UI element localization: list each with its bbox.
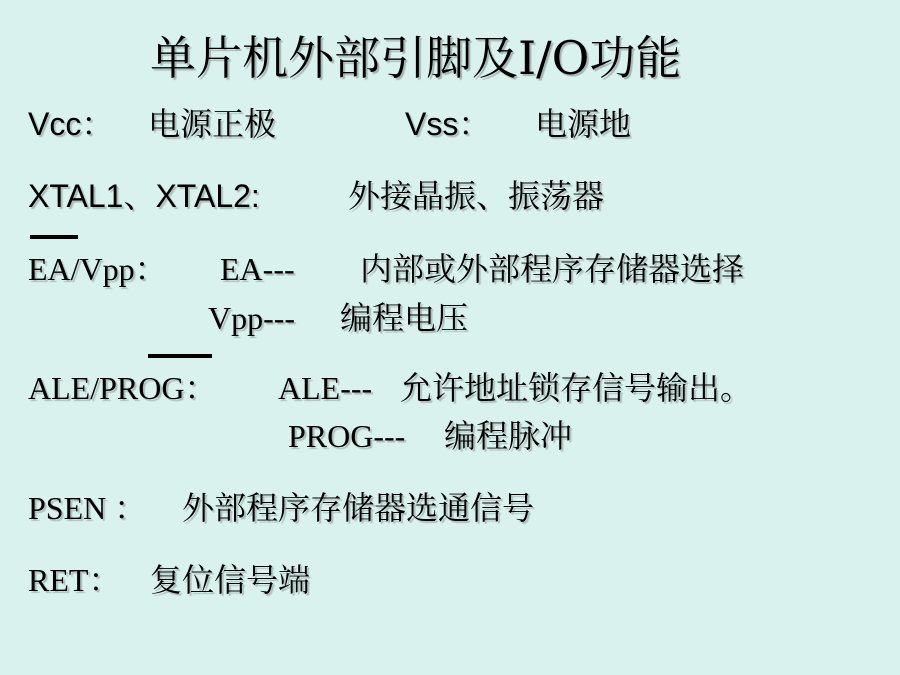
psen-pin-label: PSEN ： [28,490,147,526]
ale-prog-pin-label: ALE/PROG： [28,370,217,406]
ea-sub-name: EA--- [220,251,295,287]
ea-vpp-pin-label: EA/Vpp： [28,251,167,287]
vpp-sub-description: 编程电压 [340,299,469,337]
psen-description: 外部程序存储器选通信号 [182,489,535,527]
ret-description: 复位信号端 [150,561,311,599]
prog-sub-description: 编程脉冲 [444,417,573,455]
vcc-description: 电源正极 [148,105,277,143]
prog-overbar [148,354,212,358]
vss-description: 电源地 [535,105,632,143]
slide-title: 单片机外部引脚及I/O功能 [150,31,682,85]
vcc-pin-label: Vcc： [28,106,114,142]
ale-sub-name: ALE--- [278,370,373,406]
prog-sub-name: PROG--- [288,418,406,454]
ea-overbar [30,235,78,239]
vss-pin-label: Vss： [405,106,491,142]
xtal-description: 外接晶振、振荡器 [348,177,605,215]
ale-sub-description: 允许地址锁存信号输出。 [400,369,753,407]
xtal-pin-label: XTAL1、XTAL2: [28,178,260,214]
ret-pin-label: RET： [28,562,121,598]
vpp-sub-name: Vpp--- [208,300,296,336]
ea-sub-description: 内部或外部程序存储器选择 [360,250,745,288]
